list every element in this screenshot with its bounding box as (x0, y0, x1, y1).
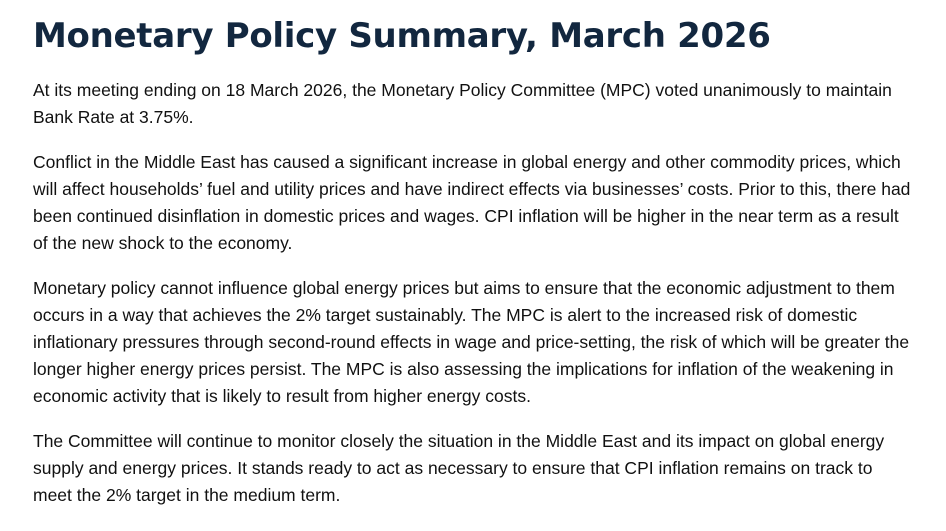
paragraph-outlook: The Committee will continue to monitor closely the situation in the Middle East and its impact on global energy supply and energy prices. It stands ready to act as necessary to ensure that CPI inflation remains on track to meet the 2% target in the medium term. (33, 431, 885, 505)
paragraph-energy-shock: Conflict in the Middle East has caused a significant increase in global energy and other commodity prices, which will affect households’ fuel and utility prices and have indirect effects via businesses’ costs. Prior to this, there had been continued disinflation in domestic prices and wages. CPI inflation will be higher in the near term as a result of the new shock to the economy. (33, 152, 911, 253)
paragraph-policy-aims: Monetary policy cannot influence global energy prices but aims to ensure that the economic adjustment to them occurs in a way that achieves the 2% target sustainably. The MPC is alert to the increased risk of domestic inflationary pressures through second-round effects in wage and price-setting, the risk of which will be greater the longer higher energy prices persist. The MPC is also assessing the implications for inflation of the weakening in economic activity that is likely to result from higher energy costs. (33, 278, 910, 406)
article (33, 14, 913, 509)
page-title: Monetary Policy Summary, March 2026 (33, 16, 771, 56)
paragraph-decision: At its meeting ending on 18 March 2026, the Monetary Policy Committee (MPC) voted unanimously to maintain Bank Rate at 3.75%. (33, 80, 892, 127)
